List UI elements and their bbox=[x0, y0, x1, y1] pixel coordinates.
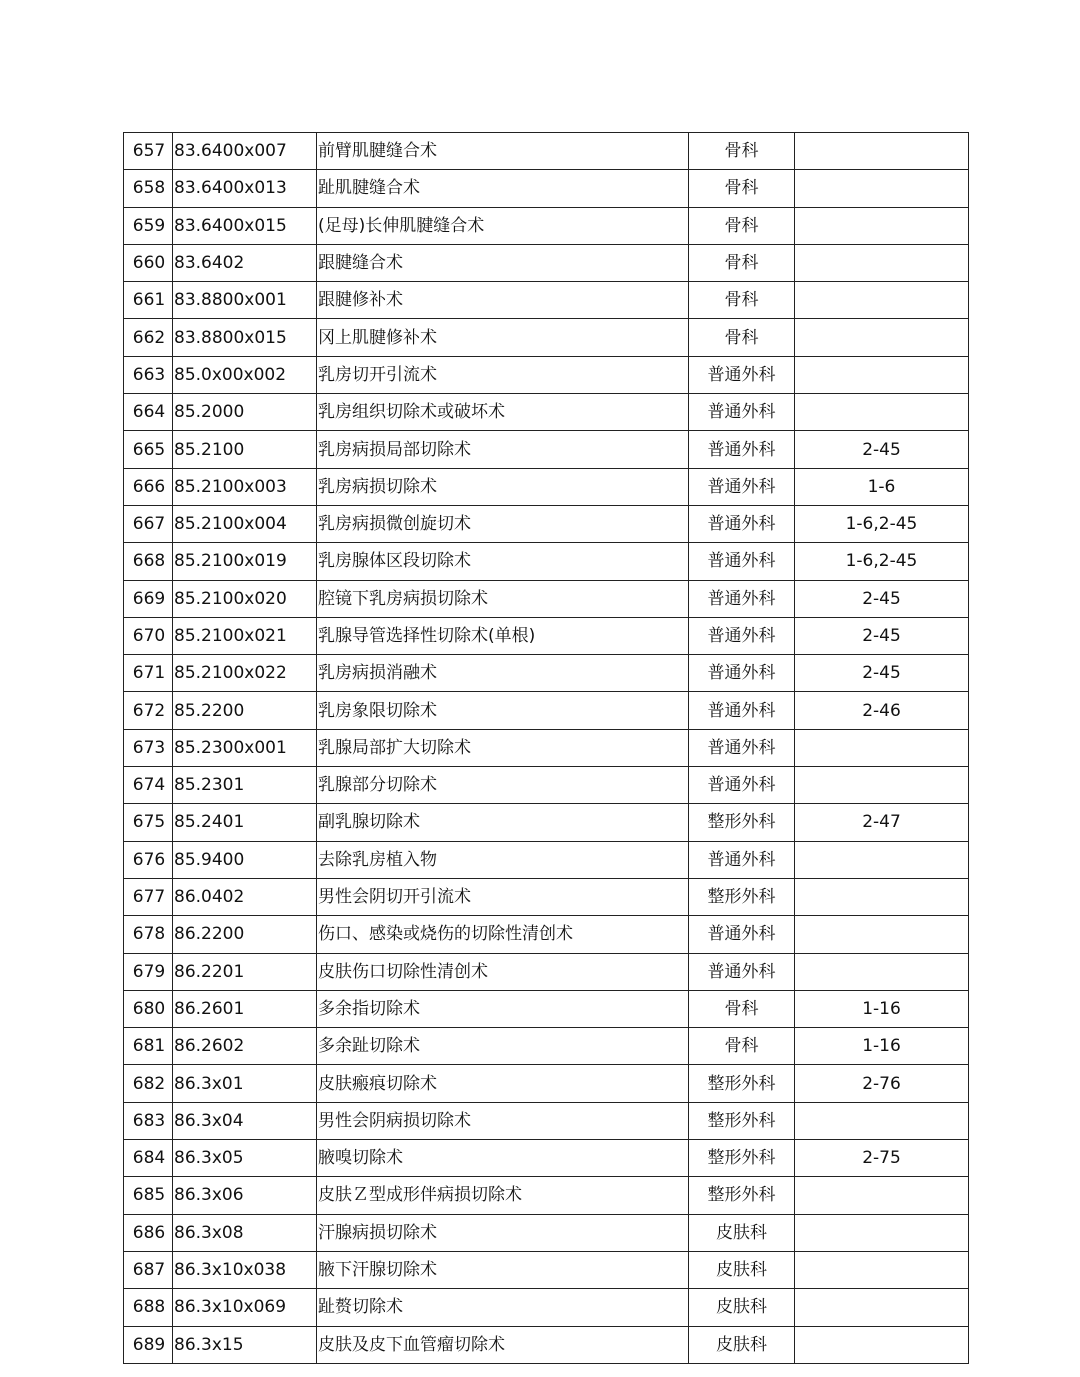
procedure-code-cell: 86.2201 bbox=[173, 953, 317, 990]
remark-cell: 2-46 bbox=[795, 692, 969, 729]
procedure-code-cell: 85.2100x020 bbox=[173, 580, 317, 617]
department-cell: 整形外科 bbox=[689, 1140, 795, 1177]
table-row bbox=[124, 282, 969, 319]
table-row bbox=[124, 394, 969, 431]
department-cell: 普通外科 bbox=[689, 394, 795, 431]
table-row bbox=[124, 767, 969, 804]
procedure-name-cell: 男性会阴切开引流术 bbox=[317, 878, 689, 915]
procedure-code-cell: 85.2100x021 bbox=[173, 617, 317, 654]
remark-cell bbox=[795, 1102, 969, 1139]
department-cell: 整形外科 bbox=[689, 1177, 795, 1214]
remark-cell: 2-76 bbox=[795, 1065, 969, 1102]
row-number-cell: 672 bbox=[124, 692, 173, 729]
department-cell: 普通外科 bbox=[689, 617, 795, 654]
row-number-cell: 668 bbox=[124, 543, 173, 580]
procedure-name-cell: 跟腱缝合术 bbox=[317, 244, 689, 281]
department-cell: 普通外科 bbox=[689, 468, 795, 505]
table-row bbox=[124, 729, 969, 766]
procedure-code-cell: 85.2100x003 bbox=[173, 468, 317, 505]
table-body bbox=[124, 133, 969, 1364]
remark-cell: 1-16 bbox=[795, 990, 969, 1027]
procedure-name-cell: 腔镜下乳房病损切除术 bbox=[317, 580, 689, 617]
procedure-code-cell: 86.3x05 bbox=[173, 1140, 317, 1177]
procedure-name-cell: 乳腺导管选择性切除术(单根) bbox=[317, 617, 689, 654]
procedure-name-cell: 皮肤瘢痕切除术 bbox=[317, 1065, 689, 1102]
procedure-code-cell: 85.2000 bbox=[173, 394, 317, 431]
procedure-name-cell: 前臂肌腱缝合术 bbox=[317, 133, 689, 170]
procedure-code-cell: 86.2601 bbox=[173, 990, 317, 1027]
procedure-name-cell: 伤口、感染或烧伤的切除性清创术 bbox=[317, 916, 689, 953]
procedure-code-cell: 83.6400x015 bbox=[173, 207, 317, 244]
table-row bbox=[124, 916, 969, 953]
department-cell: 皮肤科 bbox=[689, 1251, 795, 1288]
row-number-cell: 678 bbox=[124, 916, 173, 953]
row-number-cell: 666 bbox=[124, 468, 173, 505]
department-cell: 普通外科 bbox=[689, 431, 795, 468]
remark-cell: 1-6,2-45 bbox=[795, 505, 969, 542]
remark-cell: 1-6,2-45 bbox=[795, 543, 969, 580]
table-row bbox=[124, 692, 969, 729]
department-cell: 皮肤科 bbox=[689, 1326, 795, 1363]
remark-cell bbox=[795, 953, 969, 990]
remark-cell: 2-75 bbox=[795, 1140, 969, 1177]
row-number-cell: 671 bbox=[124, 655, 173, 692]
remark-cell bbox=[795, 1289, 969, 1326]
row-number-cell: 680 bbox=[124, 990, 173, 1027]
department-cell: 普通外科 bbox=[689, 505, 795, 542]
department-cell: 普通外科 bbox=[689, 543, 795, 580]
remark-cell: 1-16 bbox=[795, 1028, 969, 1065]
procedure-name-cell: 乳房组织切除术或破坏术 bbox=[317, 394, 689, 431]
department-cell: 皮肤科 bbox=[689, 1289, 795, 1326]
remark-cell: 2-45 bbox=[795, 617, 969, 654]
table-row bbox=[124, 244, 969, 281]
procedure-code-cell: 86.3x01 bbox=[173, 1065, 317, 1102]
department-cell: 普通外科 bbox=[689, 655, 795, 692]
procedure-name-cell: 皮肤及皮下血管瘤切除术 bbox=[317, 1326, 689, 1363]
procedure-code-cell: 83.6400x013 bbox=[173, 170, 317, 207]
department-cell: 皮肤科 bbox=[689, 1214, 795, 1251]
remark-cell bbox=[795, 841, 969, 878]
procedure-code-cell: 85.2200 bbox=[173, 692, 317, 729]
procedure-code-cell: 85.2401 bbox=[173, 804, 317, 841]
procedure-name-cell: 皮肤伤口切除性清创术 bbox=[317, 953, 689, 990]
row-number-cell: 661 bbox=[124, 282, 173, 319]
row-number-cell: 675 bbox=[124, 804, 173, 841]
row-number-cell: 669 bbox=[124, 580, 173, 617]
table-row bbox=[124, 1177, 969, 1214]
procedure-code-cell: 86.0402 bbox=[173, 878, 317, 915]
table-row bbox=[124, 207, 969, 244]
row-number-cell: 684 bbox=[124, 1140, 173, 1177]
table-row bbox=[124, 505, 969, 542]
table-row bbox=[124, 319, 969, 356]
department-cell: 整形外科 bbox=[689, 1065, 795, 1102]
remark-cell bbox=[795, 767, 969, 804]
procedure-name-cell: 副乳腺切除术 bbox=[317, 804, 689, 841]
remark-cell bbox=[795, 1177, 969, 1214]
procedure-name-cell: 乳房切开引流术 bbox=[317, 356, 689, 393]
department-cell: 整形外科 bbox=[689, 804, 795, 841]
table-row bbox=[124, 1065, 969, 1102]
table-row bbox=[124, 1251, 969, 1288]
department-cell: 骨科 bbox=[689, 170, 795, 207]
row-number-cell: 677 bbox=[124, 878, 173, 915]
department-cell: 骨科 bbox=[689, 1028, 795, 1065]
row-number-cell: 667 bbox=[124, 505, 173, 542]
department-cell: 普通外科 bbox=[689, 356, 795, 393]
department-cell: 骨科 bbox=[689, 133, 795, 170]
row-number-cell: 670 bbox=[124, 617, 173, 654]
table-row bbox=[124, 133, 969, 170]
procedure-code-cell: 86.2602 bbox=[173, 1028, 317, 1065]
procedure-name-cell: 乳房病损局部切除术 bbox=[317, 431, 689, 468]
row-number-cell: 673 bbox=[124, 729, 173, 766]
remark-cell bbox=[795, 282, 969, 319]
remark-cell: 2-47 bbox=[795, 804, 969, 841]
procedure-code-cell: 86.3x04 bbox=[173, 1102, 317, 1139]
table-row bbox=[124, 170, 969, 207]
remark-cell bbox=[795, 878, 969, 915]
procedure-name-cell: 腋下汗腺切除术 bbox=[317, 1251, 689, 1288]
procedure-code-cell: 86.3x15 bbox=[173, 1326, 317, 1363]
procedure-table bbox=[123, 132, 969, 1364]
department-cell: 骨科 bbox=[689, 244, 795, 281]
remark-cell: 2-45 bbox=[795, 655, 969, 692]
procedure-code-cell: 85.2100x004 bbox=[173, 505, 317, 542]
department-cell: 骨科 bbox=[689, 319, 795, 356]
table-row bbox=[124, 878, 969, 915]
procedure-name-cell: 趾赘切除术 bbox=[317, 1289, 689, 1326]
table-row bbox=[124, 953, 969, 990]
procedure-name-cell: 乳房病损微创旋切术 bbox=[317, 505, 689, 542]
procedure-code-cell: 83.6400x007 bbox=[173, 133, 317, 170]
table-row bbox=[124, 1214, 969, 1251]
procedure-code-cell: 85.2300x001 bbox=[173, 729, 317, 766]
remark-cell bbox=[795, 1326, 969, 1363]
department-cell: 骨科 bbox=[689, 282, 795, 319]
remark-cell: 1-6 bbox=[795, 468, 969, 505]
row-number-cell: 685 bbox=[124, 1177, 173, 1214]
remark-cell bbox=[795, 916, 969, 953]
row-number-cell: 679 bbox=[124, 953, 173, 990]
procedure-name-cell: 趾肌腱缝合术 bbox=[317, 170, 689, 207]
remark-cell bbox=[795, 207, 969, 244]
table-row bbox=[124, 580, 969, 617]
procedure-name-cell: 汗腺病损切除术 bbox=[317, 1214, 689, 1251]
table-row bbox=[124, 617, 969, 654]
procedure-code-cell: 85.2100x019 bbox=[173, 543, 317, 580]
table-row bbox=[124, 1140, 969, 1177]
procedure-name-cell: 多余指切除术 bbox=[317, 990, 689, 1027]
table-row bbox=[124, 655, 969, 692]
procedure-name-cell: 乳房病损切除术 bbox=[317, 468, 689, 505]
department-cell: 普通外科 bbox=[689, 953, 795, 990]
row-number-cell: 659 bbox=[124, 207, 173, 244]
row-number-cell: 660 bbox=[124, 244, 173, 281]
procedure-code-cell: 86.3x10x038 bbox=[173, 1251, 317, 1288]
row-number-cell: 657 bbox=[124, 133, 173, 170]
procedure-name-cell: 乳房腺体区段切除术 bbox=[317, 543, 689, 580]
table-row bbox=[124, 431, 969, 468]
department-cell: 整形外科 bbox=[689, 878, 795, 915]
table-row bbox=[124, 1028, 969, 1065]
table-row bbox=[124, 1326, 969, 1363]
procedure-name-cell: 皮肤Ｚ型成形伴病损切除术 bbox=[317, 1177, 689, 1214]
procedure-name-cell: 多余趾切除术 bbox=[317, 1028, 689, 1065]
procedure-name-cell: 腋嗅切除术 bbox=[317, 1140, 689, 1177]
procedure-code-cell: 85.2301 bbox=[173, 767, 317, 804]
row-number-cell: 676 bbox=[124, 841, 173, 878]
row-number-cell: 687 bbox=[124, 1251, 173, 1288]
row-number-cell: 681 bbox=[124, 1028, 173, 1065]
table-row bbox=[124, 356, 969, 393]
row-number-cell: 658 bbox=[124, 170, 173, 207]
remark-cell: 2-45 bbox=[795, 431, 969, 468]
row-number-cell: 689 bbox=[124, 1326, 173, 1363]
remark-cell bbox=[795, 1214, 969, 1251]
procedure-code-cell: 83.8800x015 bbox=[173, 319, 317, 356]
procedure-code-cell: 85.0x00x002 bbox=[173, 356, 317, 393]
procedure-code-cell: 85.2100x022 bbox=[173, 655, 317, 692]
procedure-name-cell: 乳腺局部扩大切除术 bbox=[317, 729, 689, 766]
procedure-code-cell: 86.3x08 bbox=[173, 1214, 317, 1251]
department-cell: 普通外科 bbox=[689, 580, 795, 617]
procedure-name-cell: 去除乳房植入物 bbox=[317, 841, 689, 878]
row-number-cell: 686 bbox=[124, 1214, 173, 1251]
remark-cell bbox=[795, 1251, 969, 1288]
table-row bbox=[124, 543, 969, 580]
row-number-cell: 674 bbox=[124, 767, 173, 804]
procedure-code-cell: 86.2200 bbox=[173, 916, 317, 953]
table-row bbox=[124, 804, 969, 841]
department-cell: 普通外科 bbox=[689, 729, 795, 766]
remark-cell bbox=[795, 356, 969, 393]
procedure-name-cell: 冈上肌腱修补术 bbox=[317, 319, 689, 356]
row-number-cell: 665 bbox=[124, 431, 173, 468]
department-cell: 骨科 bbox=[689, 990, 795, 1027]
department-cell: 普通外科 bbox=[689, 767, 795, 804]
table-row bbox=[124, 990, 969, 1027]
procedure-code-cell: 85.2100 bbox=[173, 431, 317, 468]
remark-cell: 2-45 bbox=[795, 580, 969, 617]
procedure-name-cell: 乳腺部分切除术 bbox=[317, 767, 689, 804]
row-number-cell: 663 bbox=[124, 356, 173, 393]
row-number-cell: 662 bbox=[124, 319, 173, 356]
remark-cell bbox=[795, 133, 969, 170]
table-row bbox=[124, 841, 969, 878]
procedure-name-cell: 乳房象限切除术 bbox=[317, 692, 689, 729]
procedure-name-cell: 男性会阴病损切除术 bbox=[317, 1102, 689, 1139]
remark-cell bbox=[795, 729, 969, 766]
procedure-name-cell: 跟腱修补术 bbox=[317, 282, 689, 319]
procedure-code-cell: 85.9400 bbox=[173, 841, 317, 878]
row-number-cell: 688 bbox=[124, 1289, 173, 1326]
department-cell: 普通外科 bbox=[689, 916, 795, 953]
remark-cell bbox=[795, 244, 969, 281]
remark-cell bbox=[795, 394, 969, 431]
table-row bbox=[124, 1289, 969, 1326]
procedure-name-cell: (足母)长伸肌腱缝合术 bbox=[317, 207, 689, 244]
department-cell: 普通外科 bbox=[689, 692, 795, 729]
department-cell: 整形外科 bbox=[689, 1102, 795, 1139]
procedure-code-cell: 83.6402 bbox=[173, 244, 317, 281]
procedure-code-cell: 83.8800x001 bbox=[173, 282, 317, 319]
procedure-name-cell: 乳房病损消融术 bbox=[317, 655, 689, 692]
remark-cell bbox=[795, 170, 969, 207]
table-row bbox=[124, 468, 969, 505]
row-number-cell: 664 bbox=[124, 394, 173, 431]
procedure-code-cell: 86.3x06 bbox=[173, 1177, 317, 1214]
department-cell: 普通外科 bbox=[689, 841, 795, 878]
table-row bbox=[124, 1102, 969, 1139]
department-cell: 骨科 bbox=[689, 207, 795, 244]
row-number-cell: 683 bbox=[124, 1102, 173, 1139]
row-number-cell: 682 bbox=[124, 1065, 173, 1102]
remark-cell bbox=[795, 319, 969, 356]
procedure-code-cell: 86.3x10x069 bbox=[173, 1289, 317, 1326]
